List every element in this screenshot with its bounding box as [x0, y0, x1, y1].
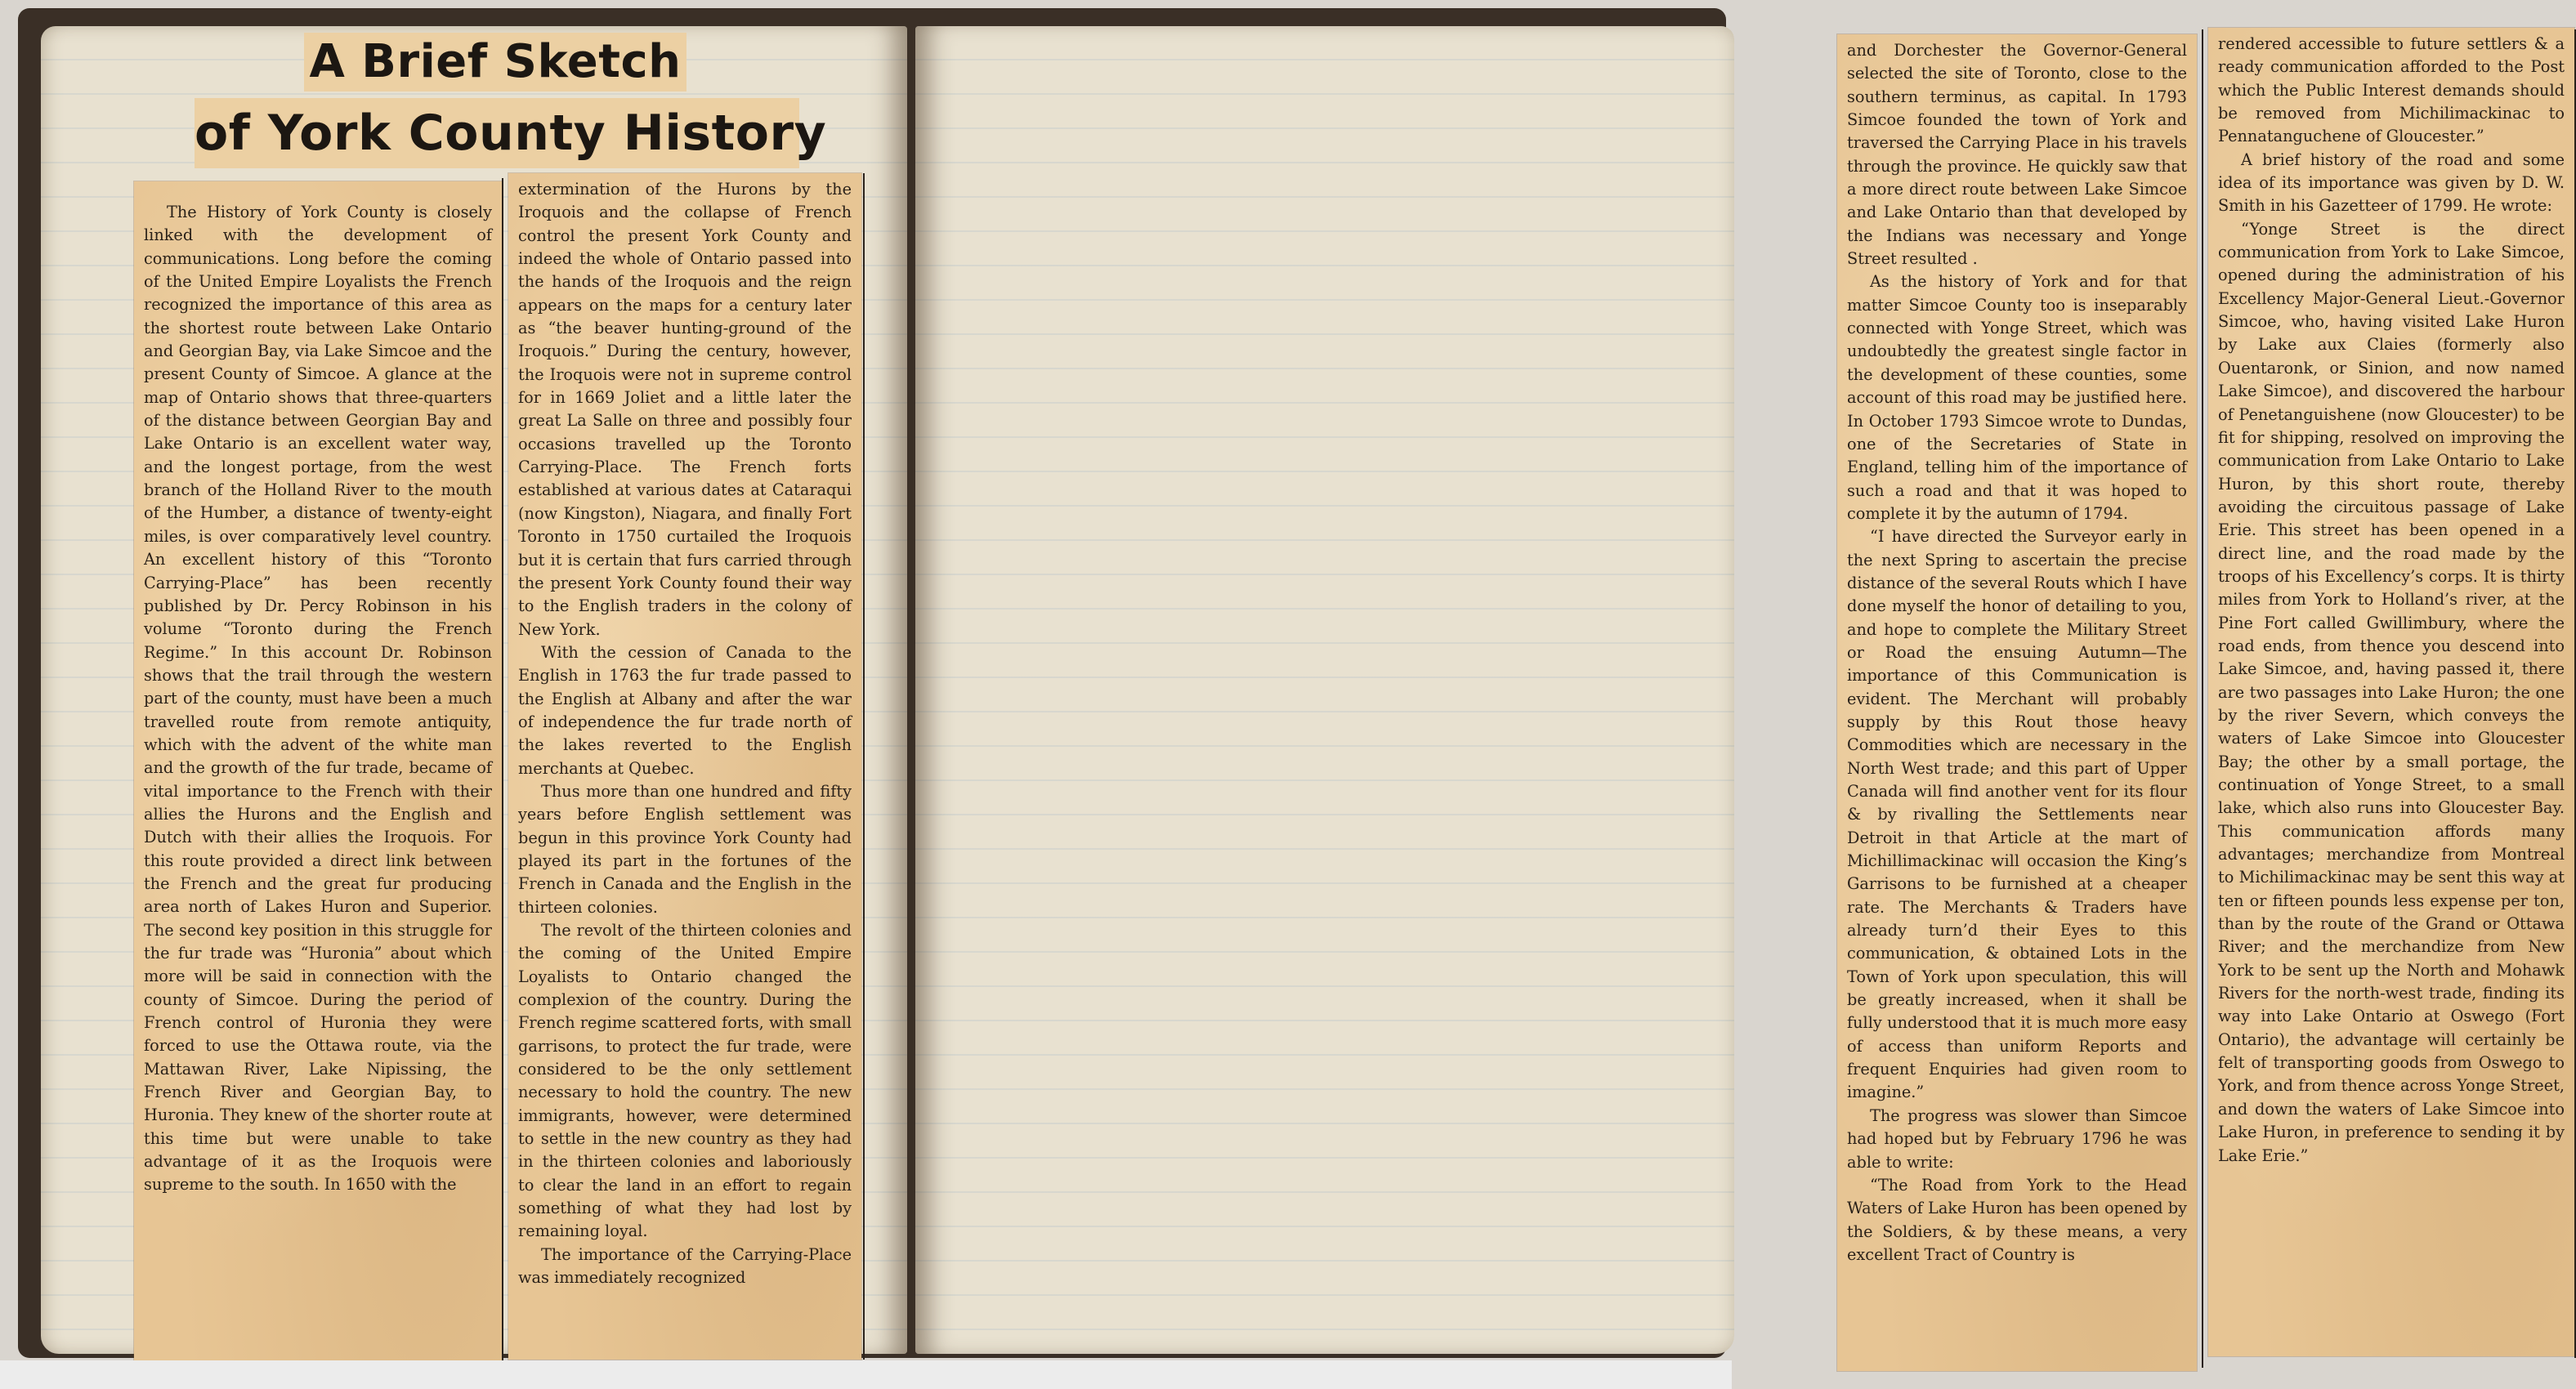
article-column-4: [2208, 28, 2574, 1356]
article-paragraph: A brief history of the road and some idea of its importance was given by D. W. Smith in his Gazetteer of 1799. He wrote:: [2218, 150, 2565, 216]
left-page: [41, 26, 907, 1354]
column-rule: [502, 178, 503, 1364]
headline-line-2: of York County History: [195, 98, 799, 168]
article-paragraph: “I have directed the Surveyor early in the next Spring to ascertain the precise distance of the several Routs which I have done myself the honor of detailing to you, and hope to complete the Military Street or Road the ensuing Autumn—The importance of this Communication is evident. The Merchant will probably supply by this Rout those heavy Commodities which are necessary in the North West trade; and this part of Upper Canada will find another vent for its flour & by rivalling the Settlements near Detroit in that Article at the mart of Michillimackinac will occasion the King’s Garrisons to be furnished at a cheaper rate. The Merchants & Traders have already turn’d their Eyes to this communication, & obtained Lots in the Town of York upon speculation, this will be greatly increased, when it shall be fully understood that it is much more easy of access than uniform Reports and frequent Enquiries had given room to imagine.”: [1847, 527, 2187, 1102]
scrapbook: [18, 8, 2565, 1358]
article-paragraph: The History of York County is closely linked with the development of communications. Long before the coming of the United Empire Loyalists the French recognized the importance of this area as the shortest route between Lake Ontario and Georgian Bay, via Lake Simcoe and the present County of Simcoe. A glance at the map of Ontario shows that three-quarters of the distance between Georgian Bay and Lake Ontario is an excellent water way, and the longest portage, from the west branch of the Holland River to the mouth of the Humber, a distance of twenty-eight miles, is over comparatively level country. An excellent history of this “Toronto Carrying-Place” has been recently published by Dr. Percy Robinson in his volume “Toronto during the French Regime.” In this account Dr. Robinson shows that the trail through the western part of the county, must have been a much travelled route from remote antiquity, which with the advent of the white man and the growth of the fur trade, became of vital importance to the French with their allies the Hurons and the English and Dutch with their allies the Iroquois. For this route provided a direct link between the French and the great fur producing area north of Lakes Huron and Superior. The second key position in this struggle for the fur trade was “Huronia” about which more will be said in connection with the county of Simcoe. During the period of French control of Huronia they were forced to use the Ottawa route, via the Mattawan River, Lake Nipissing, the French River and Georgian Bay, to Huronia. They knew of the shorter route at this time but were unable to take advantage of it as the Iroquois were supreme to the south. In 1650 with the: [144, 203, 492, 1195]
headline-line-1: A Brief Sketch: [304, 33, 686, 92]
article-paragraph: extermination of the Hurons by the Iroquois and the collapse of French control the present York County and indeed the whole of Ontario passed into the hands of the Iroquois and the reign appears on the maps for a century later as “the beaver hunting-ground of the Iroquois.” During the century, however, the Iroquois were not in supreme control for in 1669 Joliet and a little later the great La Salle on three and possibly four occasions travelled up the Toronto Carrying-Place. The French forts established at various dates at Cataraqui (now Kingston), Niagara, and finally Fort Toronto in 1750 curtailed the Iroquois but it is certain that furs carried through the present York County found their way to the English traders in the colony of New York.: [518, 180, 852, 639]
article-paragraph: and Dorchester the Governor-General selected the site of Toronto, close to the southern terminus, as capital. In 1793 Simcoe founded the town of York and traversed the Carrying Place in his travels through the province. He quickly saw that a more direct route between Lake Simcoe and Lake Ontario than that developed by the Indians was necessary and Yonge Street resulted .: [1847, 41, 2187, 269]
article-paragraph: The progress was slower than Simcoe had hoped but by February 1796 he was able to write:: [1847, 1105, 2187, 1172]
article-paragraph: “Yonge Street is the direct communication from York to Lake Simcoe, opened during the administration of his Excellency Major-General Lieut.-Governor Simcoe, who, having visited Lake Huron by Lake aux Claies (formerly also Ouentaronk, or Sinion, and now named Lake Simcoe), and discovered the harbour of Penetanguishene (now Gloucester) to be fit for shipping, resolved on improving the communication from Lake Ontario to Lake Huron, by this short route, thereby avoiding the circuitous passage of Lake Erie. This street has been opened in a direct line, and the road made by the troops of his Excellency’s corps. It is thirty miles from York to Holland’s river, at the Pine Fort called Gwillimbury, where the road ends, from thence you descend into Lake Simcoe, and, having passed it, there are two passages into Lake Huron; the one by the river Severn, which conveys the waters of Lake Simcoe into Gloucester Bay; the other by a small portage, the continuation of Yonge Street, to a small lake, which also runs into Gloucester Bay. This communication affords many advantages; merchandize from Montreal to Michilimackinac may be sent this way at ten or fifteen pounds less expense per ton, than by the route of the Grand or Ottawa River; and the merchandize from New York to be sent up the North and Mohawk Rivers for the north-west trade, finding its way into Lake Ontario at Oswego (Fort Ontario), the advantage will certainly be felt of transporting goods from Oswego to York, and from thence across Yonge Street, and down the waters of Lake Simcoe into Lake Huron, in preference to sending it by Lake Erie.”: [2218, 219, 2565, 1165]
scan-background: [0, 1360, 1732, 1389]
article-column-2: [508, 173, 861, 1360]
article-paragraph: As the history of York and for that matter Simcoe County too is inseparably connected with Yonge Street, which was undoubtedly the greatest single factor in the development of these counties, some account of this road may be justified here. In October 1793 Simcoe wrote to Dundas, one of the Secretaries of State in England, telling him of the importance of such a road and that it was hoped to complete it by the autumn of 1794.: [1847, 272, 2187, 523]
article-paragraph: The revolt of the thirteen colonies and the coming of the United Empire Loyalists to Ontario changed the complexion of the country. During the French regime scattered forts, with small garrisons, to protect the fur trade, were considered to be the only settlement necessary to hold the country. The new immigrants, however, were determined to settle in the new country as they had in the thirteen colonies and laboriously to clear the land in an effort to regain something of what they had lost by remaining loyal.: [518, 921, 852, 1241]
article-paragraph: “The Road from York to the Head Waters of Lake Huron has been opened by the Soldiers, & by these means, a very excellent Tract of Country is: [1847, 1175, 2187, 1264]
column-rule: [863, 173, 865, 1360]
column-rule: [2202, 29, 2203, 1368]
article-column-1: [134, 181, 502, 1362]
right-page: [915, 26, 2565, 1354]
article-paragraph: Thus more than one hundred and fifty years before English settlement was begun in this province York County had played its part in the fortunes of the French in Canada and the English in the thirteen colonies.: [518, 781, 852, 917]
article-paragraph: The importance of the Carrying-Place was immediately recognized: [518, 1244, 852, 1288]
article-column-3: [1837, 34, 2197, 1371]
article-paragraph: rendered accessible to future settlers & a ready communication afforded to the Post which the Public Interest demands should be removed from Michilimackinac to Pennatanguchene of Gloucester.”: [2218, 34, 2565, 146]
article-paragraph: With the cession of Canada to the English in 1763 the fur trade passed to the English at Albany and after the war of independence the fur trade north of the lakes reverted to the English merchants at Quebec.: [518, 642, 852, 778]
